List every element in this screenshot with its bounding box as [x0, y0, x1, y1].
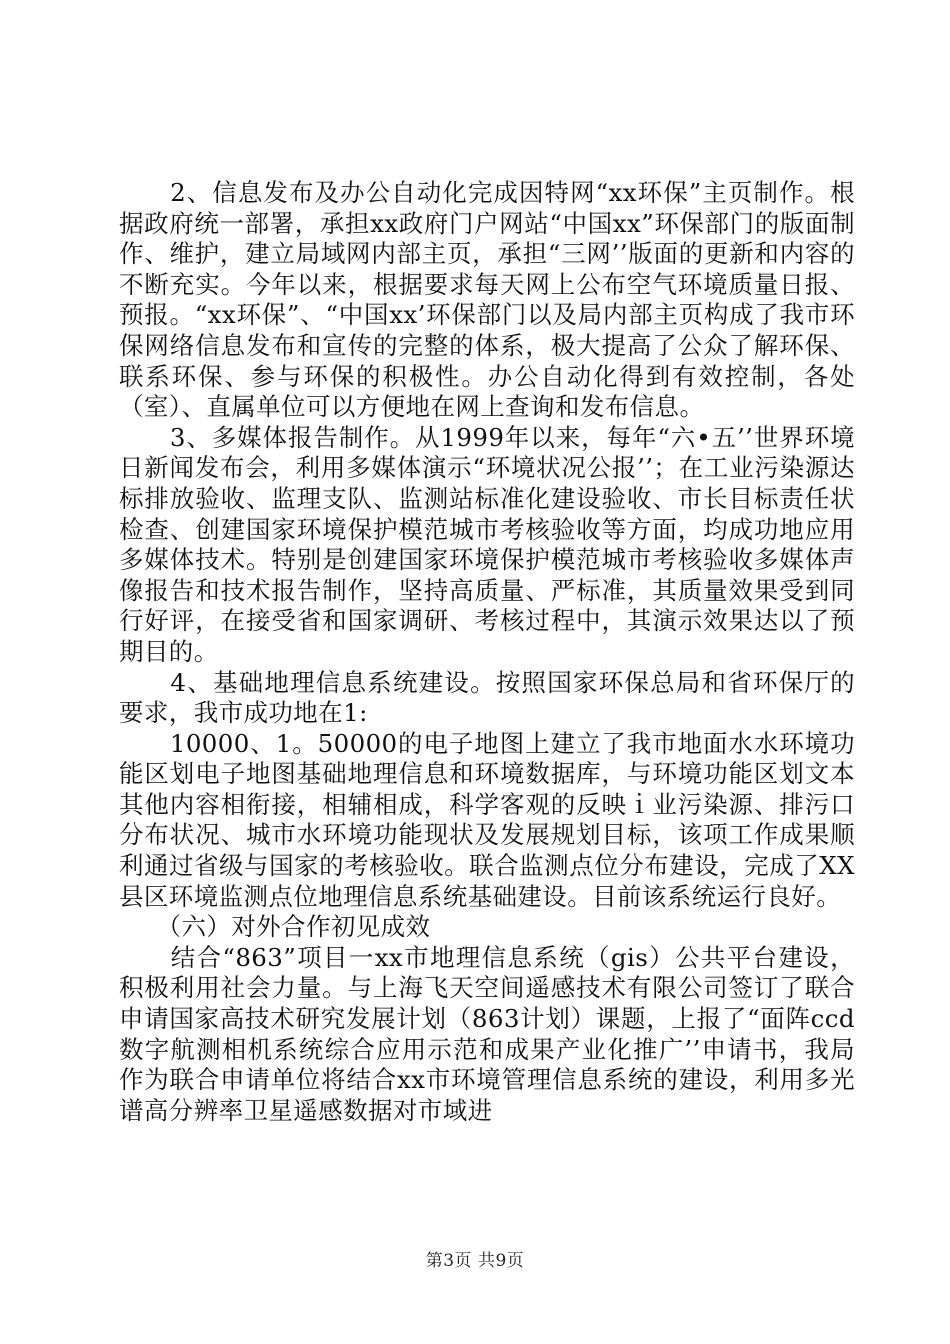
- section-heading-cooperation: （六）对外合作初见成效: [119, 912, 431, 942]
- document-body: [119, 178, 855, 1126]
- paragraph-multimedia-report: 3、多媒体报告制作。从1999年以来，每年“六•五’’世界环境日新闻发布会，利用多媒体演示“环境状况公报’’；在工业污染源达标排放验收、监理支队、监测站标准化建设验收、市长目标责任状检查、创建国家环境保护模范城市考核验收等方面，均成功地应用多媒体技术。特别是创建国家环境保护模范城市考核验收多媒体声像报告和技术报告制作，坚持高质量、严标准，其质量效果受到同行好评，在接受省和国家调研、考核过程中，其演示效果达以了预期目的。: [119, 422, 855, 666]
- paragraph-gis-construction: 4、基础地理信息系统建设。按照国家环保总局和省环保厅的要求，我市成功地在1:: [119, 667, 855, 728]
- paragraph-cooperation: 结合“863”项目一xx市地理信息系统（gis）公共平台建设，积极利用社会力量。与上海飞天空间遥感技术有限公司签订了联合申请国家高技术研究发展计划（863计划）课题，上报了“面阵ccd数字航测相机系统综合应用示范和成果产业化推广’’申请书，我局作为联合申请单位将结合xx市环境管理信息系统的建设，利用多光谱高分辨率卫星遥感数据对市域进: [119, 942, 855, 1125]
- paragraph-gis-details: 10000、1。50000的电子地图上建立了我市地面水水环境功能区划电子地图基础地理信息和环境数据库，与环境功能区划文本其他内容相衔接，相辅相成，科学客观的反映ｉ业污染源、排污口分布状况、城市水环境功能现状及发展规划目标，该项工作成果顺利通过省级与国家的考核验收。联合监测点位分布建设，完成了XX县区环境监测点位地理信息系统基础建设。目前该系统运行良好。: [119, 728, 855, 911]
- paragraph-info-release: 2、信息发布及办公自动化完成因特网“xx环保”主页制作。根据政府统一部署，承担xx政府门户网站“中国xx”环保部门的版面制作、维护，建立局域网内部主页，承担“三网’’版面的更新和内容的不断充实。今年以来，根据要求每天网上公布空气环境质量日报、预报。“xx环保”、“中国xx’环保部门以及局内部主页构成了我市环保网络信息发布和宣传的完整的体系，极大提高了公众了解环保、联系环保、参与环保的积极性。办公自动化得到有效控制，各处（室）、直属单位可以方便地在网上查询和发布信息。: [119, 178, 855, 422]
- page-footer: 第3页 共9页: [425, 1251, 525, 1271]
